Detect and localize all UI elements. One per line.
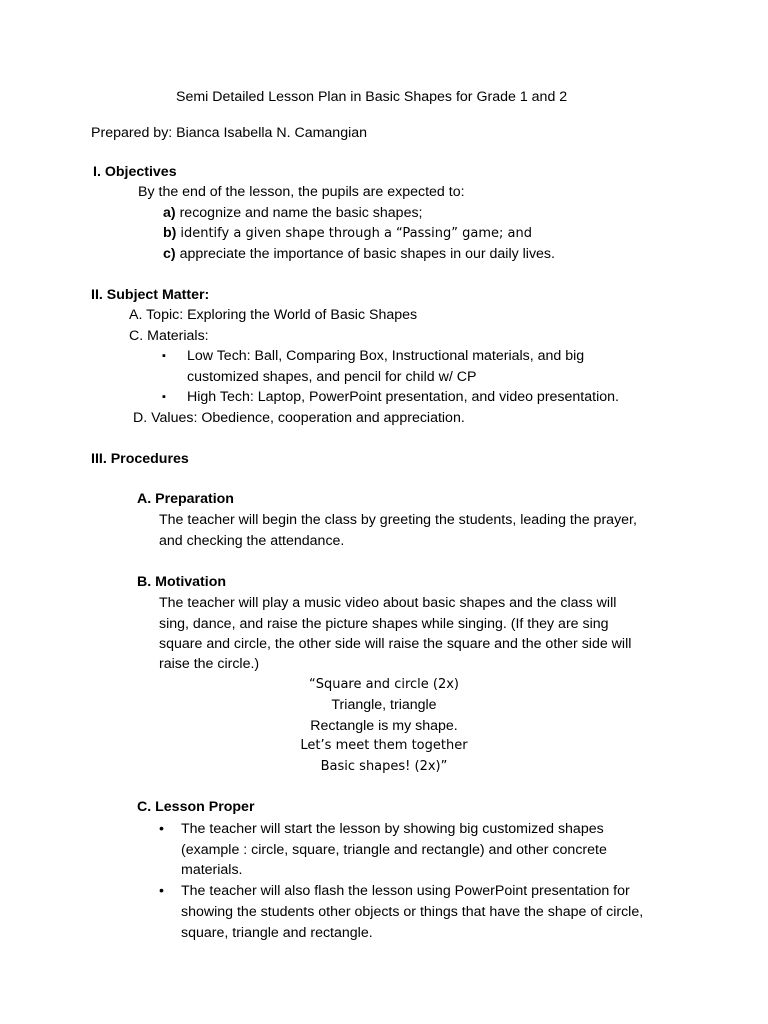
motivation-line: The teacher will play a music video about basic shapes and the class will (159, 595, 617, 611)
objective-item (163, 224, 532, 243)
motivation-line: sing, dance, and raise the picture shapes while singing. (If they are sing (159, 616, 609, 632)
motivation-heading: B. Motivation (137, 574, 227, 590)
prepared-by: Prepared by: Bianca Isabella N. Camangian (91, 125, 368, 141)
objectives-intro: By the end of the lesson, the pupils are expected to: (138, 184, 465, 200)
objective-marker: c) (163, 246, 176, 262)
materials-item-line: Low Tech: Ball, Comparing Box, Instructional materials, and big (187, 348, 585, 364)
objectives-heading: I. Objectives (93, 164, 177, 180)
objective-text: recognize and name the basic shapes; (179, 205, 423, 221)
lesson-proper-line: showing the students other objects or things that have the shape of circle, (181, 904, 644, 920)
lesson-proper-heading: C. Lesson Proper (137, 799, 255, 815)
materials-item-line: High Tech: Laptop, PowerPoint presentation, and video presentation. (187, 389, 619, 405)
preparation-heading: A. Preparation (137, 491, 234, 507)
subject-matter-heading: II. Subject Matter: (91, 287, 210, 303)
objective-item (163, 245, 555, 263)
song-line: Rectangle is my shape. (310, 718, 458, 734)
objective-marker: b) (163, 225, 177, 241)
materials-item-line: customized shapes, and pencil for child w/ CP (187, 369, 477, 385)
objective-marker: a) (163, 205, 176, 221)
song-line: Let’s meet them together (300, 738, 468, 753)
motivation-line: square and circle, the other side will raise the square and the other side will (159, 636, 632, 652)
values-line: D. Values: Obedience, cooperation and appreciation. (133, 410, 465, 426)
square-bullet-icon: ▪ (162, 391, 166, 403)
document-title: Semi Detailed Lesson Plan in Basic Shapes for Grade 1 and 2 (176, 89, 568, 105)
objective-text: appreciate the importance of basic shapes in our daily lives. (179, 246, 555, 262)
objective-item (163, 204, 423, 222)
song-line: Triangle, triangle (331, 697, 437, 713)
materials-line: C. Materials: (129, 328, 209, 344)
song-line: “Square and circle (2x) (308, 677, 460, 692)
song-line: Basic shapes! (2x)” (320, 759, 448, 774)
lesson-proper-line: square, triangle and rectangle. (181, 925, 373, 941)
motivation-line: raise the circle.) (159, 656, 260, 672)
lesson-proper-line: The teacher will also flash the lesson using PowerPoint presentation for (181, 883, 630, 899)
topic-line: A. Topic: Exploring the World of Basic Shapes (129, 307, 418, 323)
bullet-icon: • (159, 883, 164, 899)
bullet-icon: • (159, 821, 164, 837)
lesson-proper-line: The teacher will start the lesson by showing big customized shapes (181, 821, 604, 837)
objective-text: identify a given shape through a “Passing” game; and (180, 226, 532, 241)
procedures-heading: III. Procedures (91, 451, 189, 467)
preparation-line: and checking the attendance. (159, 533, 345, 549)
lesson-proper-line: materials. (181, 862, 243, 878)
lesson-proper-line: (example : circle, square, triangle and rectangle) and other concrete (181, 842, 607, 858)
preparation-line: The teacher will begin the class by greeting the students, leading the prayer, (159, 512, 637, 528)
square-bullet-icon: ▪ (162, 350, 166, 362)
